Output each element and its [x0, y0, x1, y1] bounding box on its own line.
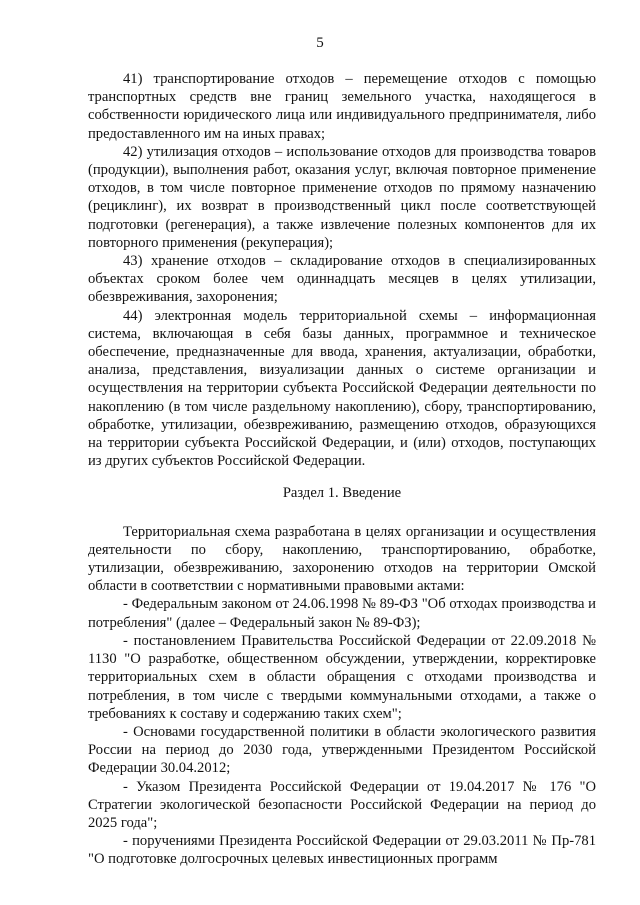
page-number: 5: [316, 35, 324, 51]
definition-paragraph-43: 43) хранение отходов – складирование отходов в специализированных объектах сроком более чем одиннадцать месяцев в целях утилизации, обезвреживания, захоронения;: [88, 253, 596, 306]
legal-act-item: - Указом Президента Российской Федерации от 19.04.2017 № 176 "О Стратегии экологической безопасности Российской Федерации на период до 2025 года";: [88, 778, 596, 831]
definition-paragraph-41: 41) транспортирование отходов – перемещение отходов с помощью транспортных средств вне границ земельного участка, находящегося в собственности юридического лица или индивидуального предпринимателя, либо предоставленного им на иных правах;: [88, 71, 596, 142]
legal-act-item: - поручениями Президента Российской Федерации от 29.03.2011 № Пр-781 "О подготовке долгосрочных целевых инвестиционных программ: [88, 833, 596, 868]
legal-act-item: - Федеральным законом от 24.06.1998 № 89-ФЗ "Об отходах производства и потребления" (далее – Федеральный закон № 89-ФЗ);: [88, 596, 596, 631]
definition-paragraph-42: 42) утилизация отходов – использование отходов для производства товаров (продукции), выполнения работ, оказания услуг, включая повторное применение отходов, в том числе повторное применение отходов по прямому назначению (рециклинг), их возврат в производственный цикл после соответствующей подготовки (регенерация), а также извлечение полезных компонентов для их повторного применения (рекуперация);: [88, 143, 596, 251]
intro-paragraph: Территориальная схема разработана в целях организации и осуществления деятельности по сбору, накоплению, транспортированию, обработке, утилизации, обезвреживанию, захоронению отходов на территории Омской области в соответствии с нормативными правовыми актами:: [88, 523, 596, 595]
section-heading: Раздел 1. Введение: [282, 485, 402, 502]
legal-act-item: - постановлением Правительства Российской Федерации от 22.09.2018 № 1130 "О разработке, общественном обсуждении, утверждении, корректировке территориальных схем в области обращения с отходами производства и потребления, в том числе с твердыми коммунальными отходами, а также о требованиях к составу и содержанию таких схем";: [88, 632, 596, 722]
definition-paragraph-44: 44) электронная модель территориальной схемы – информационная система, включающая в себя базы данных, программное и техническое обеспечение, предназначенные для ввода, хранения, актуализации, обработки, анализа, представления, визуализации данных о системе организации и осуществления на территории субъекта Российской Федерации деятельности по накоплению (в том числе раздельному накоплению), сбору, транспортированию, обработке, утилизации, обезвреживанию, размещению отходов, образующихся на территории субъекта Российской Федерации, и (или) отходов, поступающих из других субъектов Российской Федерации.: [88, 307, 596, 470]
legal-act-item: - Основами государственной политики в области экологического развития России на период до 2030 года, утвержденными Президентом Российской Федерации 30.04.2012;: [88, 723, 596, 777]
document-body: [88, 70, 596, 869]
